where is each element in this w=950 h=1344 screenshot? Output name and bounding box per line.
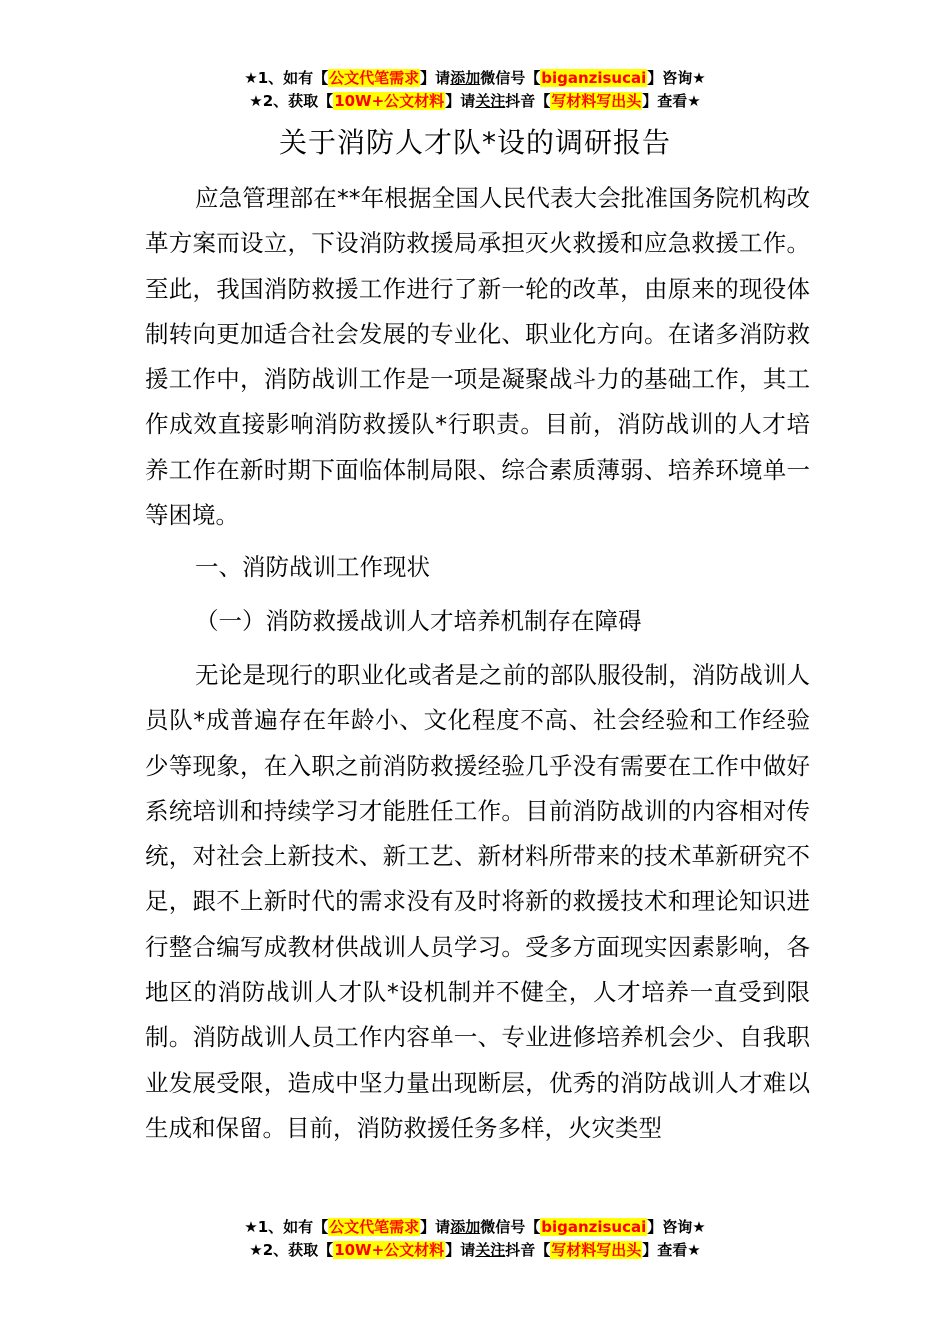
banner-underlined: 关注 [475,92,506,110]
body-paragraph: 无论是现行的职业化或者是之前的部队服役制，消防战训人员队*成普遍存在年龄小、文化程度不高、社会经验和工作经验少等现象，在入职之前消防救援经验几乎没有需要在工作中做好系统培训和持续学习才能胜任工作。目前消防战训的内容相对传统，对社会上新技术、新工艺、新材料所带来的技术革新研究不足，跟不上新时代的需求没有及时将新的救援技术和理论知识进行整合编写成教材供战训人员学习。受多方面现实因素影响，各地区的消防战训人才队*设机制并不健全，人才培养一直受到限制。消防战训人员工作内容单一、专业进修培养机会少、自我职业发展受限，造成中坚力量出现断层，优秀的消防战训人才难以生成和保留。目前，消防救援任务多样，火灾类型 [145,661,810,1142]
banner-highlight: 写材料写出头 [551,1241,642,1259]
banner-text: 】查看★ [642,92,701,110]
banner-underlined: 添加 [450,1218,481,1236]
banner-underlined: 关注 [475,1241,506,1259]
intro-paragraph: 应急管理部在**年根据全国人民代表大会批准国务院机构改革方案而设立，下设消防救援局承担灭火救援和应急救援工作。至此，我国消防救援工作进行了新一轮的改革，由原来的现役体制转向更加适合社会发展的专业化、职业化方向。在诸多消防救援工作中，消防战训工作是一项是凝聚战斗力的基础工作，其工作成效直接影响消防救援队*行职责。目前，消防战训的人才培养工作在新时期下面临体制局限、综合素质薄弱、培养环境单一等困境。 [145,184,810,530]
banner-text: 】咨询★ [647,1218,706,1236]
banner-text: 】请 [420,69,451,87]
header-banner [0,67,950,113]
banner-highlight: 公文代笔需求 [329,69,420,87]
banner-text: 抖音【 [505,1241,551,1259]
banner-text: 】查看★ [642,1241,701,1259]
banner-text: ★2、获取【 [249,92,334,110]
banner-highlight: biganzisucai [541,1218,647,1236]
banner-underlined: 添加 [450,69,481,87]
banner-text: 】请 [420,1218,451,1236]
banner-line-2 [0,90,950,113]
banner-line-1 [0,67,950,90]
section-heading: 一、消防战训工作现状 [195,553,430,581]
banner-text: 抖音【 [505,92,551,110]
banner-text: 】咨询★ [647,69,706,87]
banner-text: ★1、如有【 [244,69,329,87]
banner-highlight: 写材料写出头 [551,92,642,110]
banner-highlight: 公文代笔需求 [329,1218,420,1236]
banner-highlight: 10W+公文材料 [334,1241,445,1259]
banner-text: 】请 [445,92,476,110]
document-title: 关于消防人才队*设的调研报告 [278,126,671,159]
banner-text: 微信号【 [480,69,541,87]
banner-highlight: biganzisucai [541,69,647,87]
banner-highlight: 10W+公文材料 [334,92,445,110]
banner-text: ★2、获取【 [249,1241,334,1259]
banner-line-2 [0,1239,950,1262]
footer-banner [0,1216,950,1262]
subsection-heading: （一）消防救援战训人才培养机制存在障碍 [195,607,642,635]
banner-text: ★1、如有【 [244,1218,329,1236]
banner-line-1 [0,1216,950,1239]
banner-text: 微信号【 [480,1218,541,1236]
banner-text: 】请 [445,1241,476,1259]
